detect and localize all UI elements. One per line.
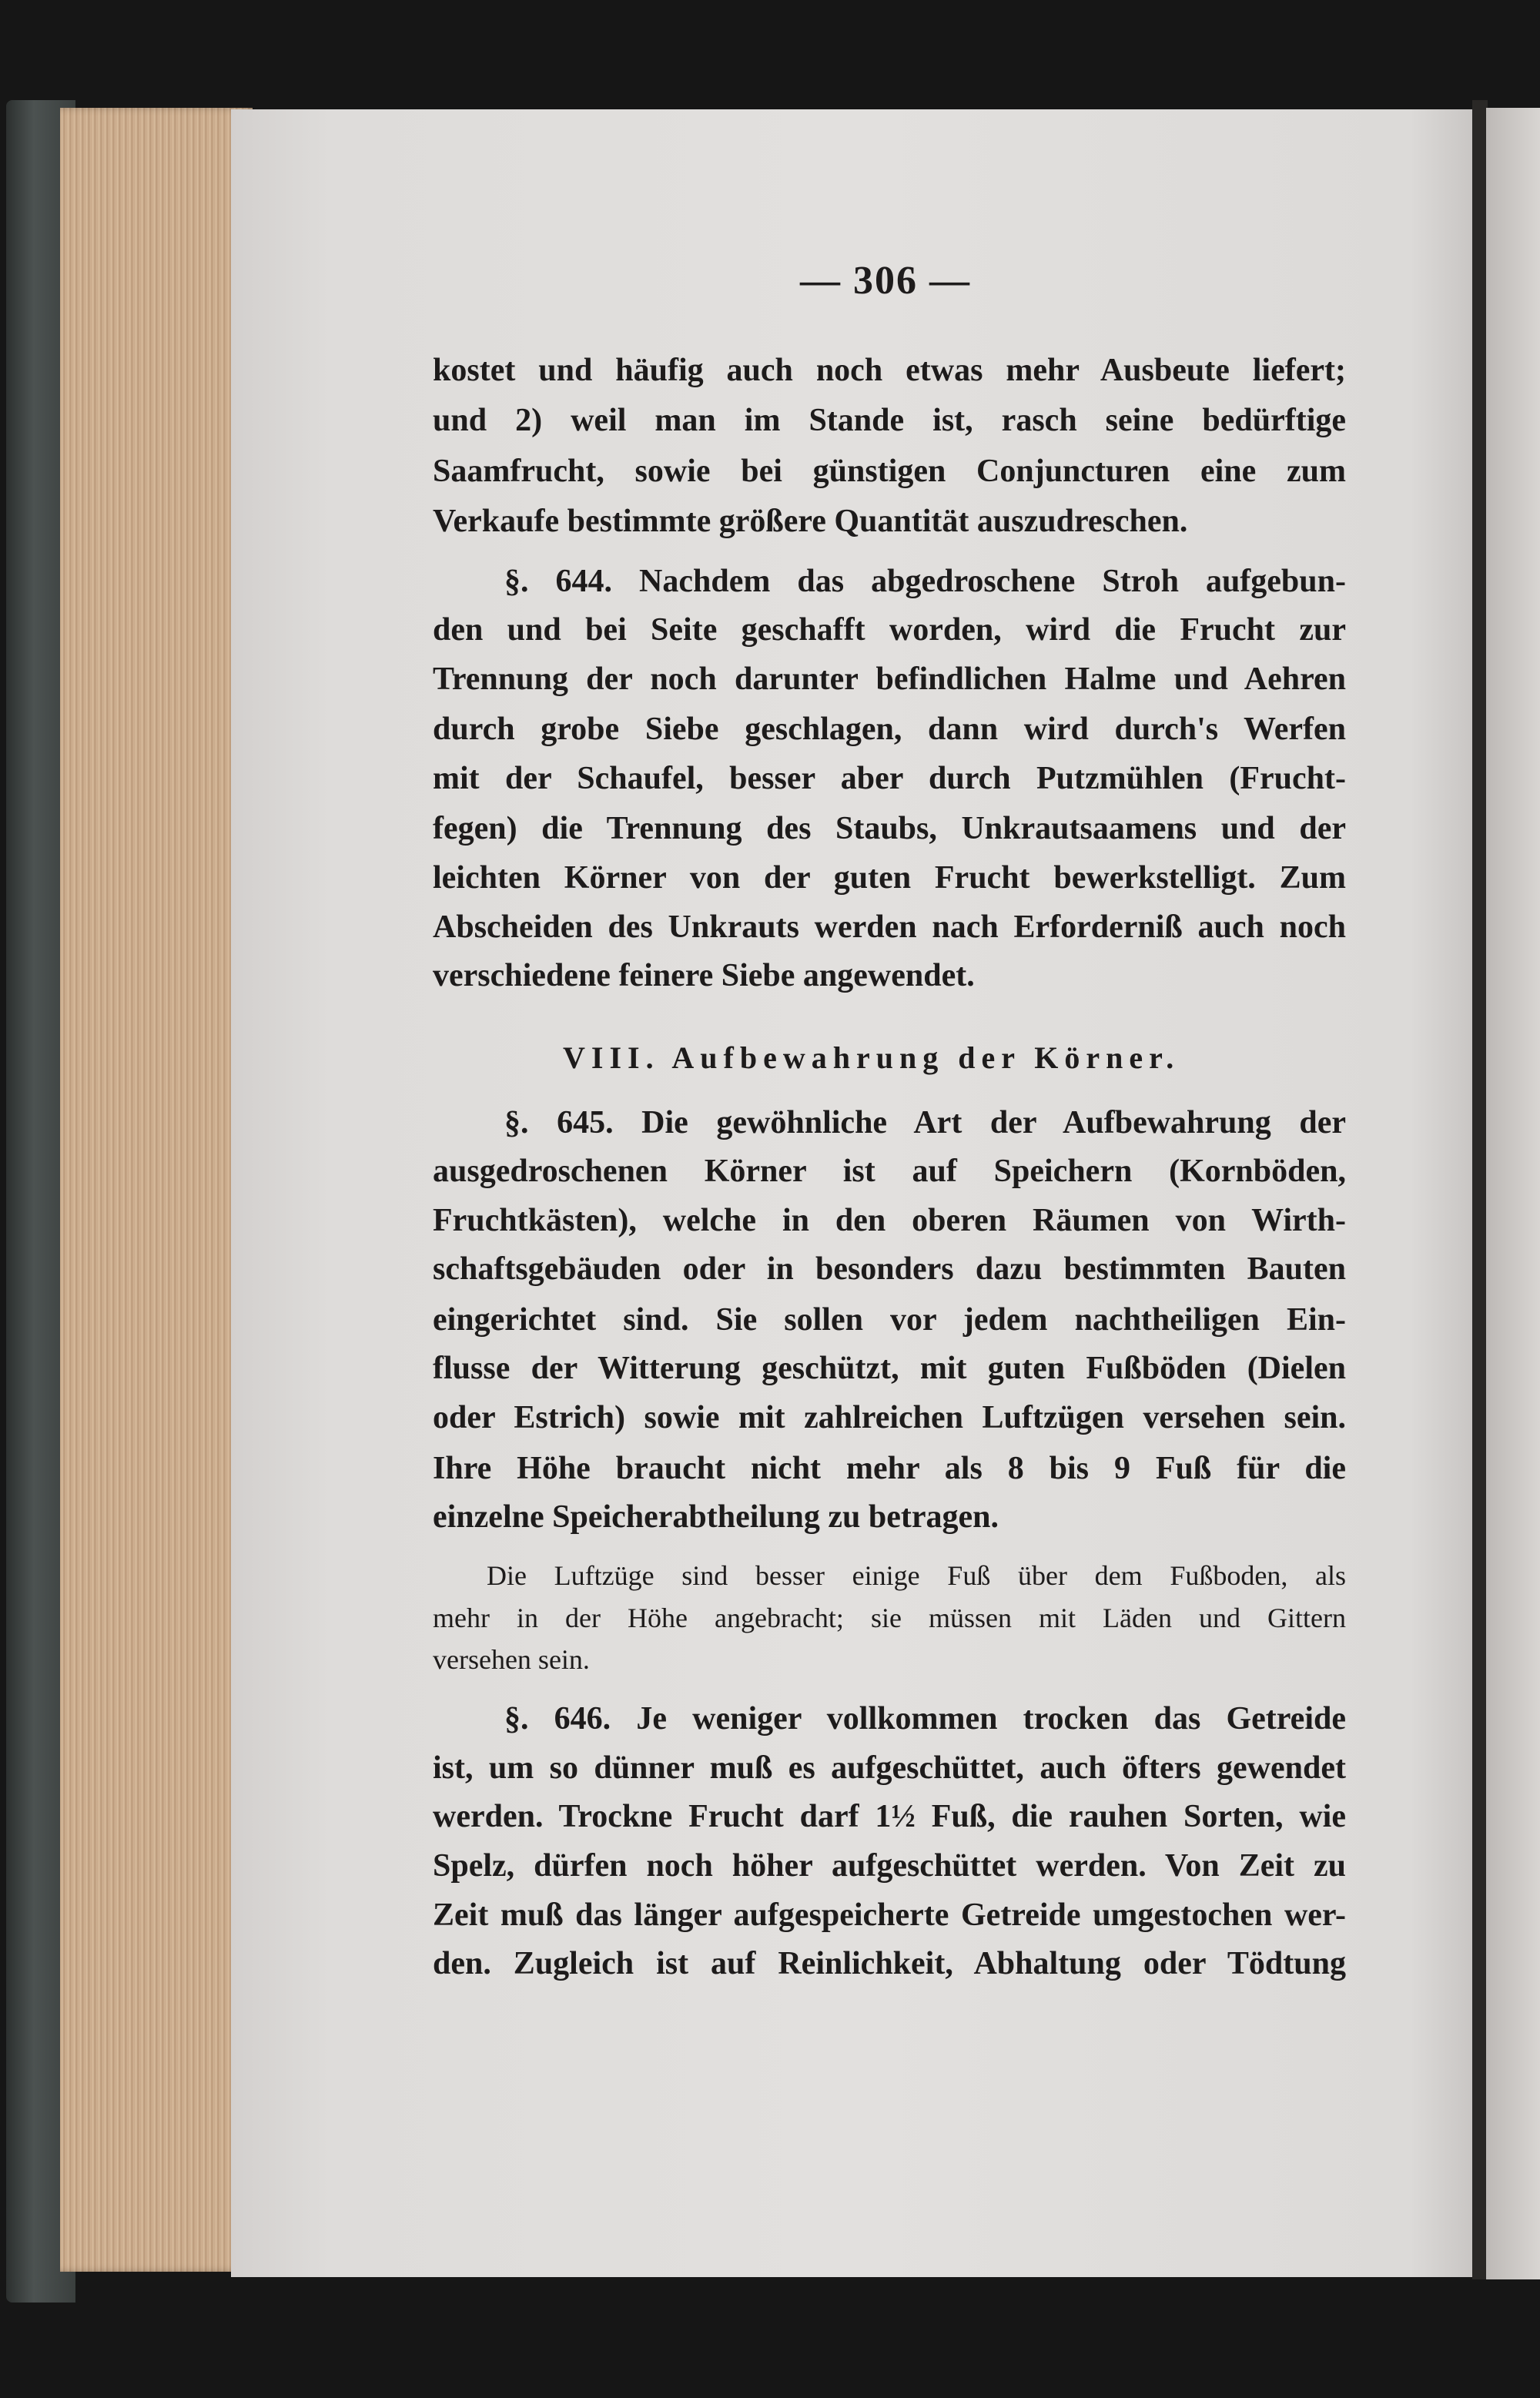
- gutter-shadow: [1472, 100, 1488, 2279]
- text-line: schaftsgebäuden oder in besonders dazu bestimmten Bauten: [433, 1251, 1346, 1287]
- page-edges: [60, 108, 253, 2272]
- text-line: verschiedene feinere Siebe angewendet.: [433, 958, 975, 993]
- text-line: Verkaufe bestimmte größere Quantität auszudreschen.: [433, 504, 1188, 539]
- next-page-edge: [1486, 108, 1540, 2279]
- text-line: eingerichtet sind. Sie sollen vor jedem nachtheiligen Ein-: [433, 1302, 1346, 1338]
- text-line: den. Zugleich ist auf Reinlichkeit, Abhaltung oder Tödtung: [433, 1946, 1346, 1981]
- text-line: und 2) weil man im Stande ist, rasch seine bedürftige: [433, 403, 1346, 438]
- note-line: versehen sein.: [433, 1644, 590, 1675]
- text-line: §. 646. Je weniger vollkommen trocken das Getreide: [504, 1701, 1346, 1737]
- text-line: ausgedroschenen Körner ist auf Speichern (Kornböden,: [433, 1154, 1346, 1189]
- text-line: den und bei Seite geschafft worden, wird die Frucht zur: [433, 612, 1346, 648]
- text-line: mit der Schaufel, besser aber durch Putzmühlen (Frucht-: [433, 761, 1346, 796]
- text-line: kostet und häufig auch noch etwas mehr Ausbeute liefert;: [433, 353, 1346, 388]
- text-line: Zeit muß das länger aufgespeicherte Getreide umgestochen wer-: [433, 1897, 1346, 1933]
- text-line: Ihre Höhe braucht nicht mehr als 8 bis 9 Fuß für die: [433, 1451, 1346, 1486]
- text-line: Fruchtkästen), welche in den oberen Räumen von Wirth-: [433, 1203, 1346, 1238]
- text-line: Trennung der noch darunter befindlichen Halme und Aehren: [433, 661, 1346, 697]
- text-line: durch grobe Siebe geschlagen, dann wird durch's Werfen: [433, 712, 1346, 747]
- text-line: fegen) die Trennung des Staubs, Unkrautsaamens und der: [433, 811, 1346, 846]
- text-line: flusse der Witterung geschützt, mit guten Fußböden (Dielen: [433, 1351, 1346, 1386]
- text-line: Spelz, dürfen noch höher aufgeschüttet werden. Von Zeit zu: [433, 1848, 1346, 1884]
- text-line: leichten Körner von der guten Frucht bewerkstelligt. Zum: [433, 860, 1346, 896]
- text-line: §. 645. Die gewöhnliche Art der Aufbewahrung der: [504, 1105, 1346, 1140]
- text-line: Saamfrucht, sowie bei günstigen Conjuncturen eine zum: [433, 454, 1346, 489]
- page-number: — 306 —: [800, 259, 971, 303]
- text-line: werden. Trockne Frucht darf 1½ Fuß, die rauhen Sorten, wie: [433, 1799, 1346, 1834]
- note-line: Die Luftzüge sind besser einige Fuß über dem Fußboden, als: [487, 1560, 1346, 1591]
- text-line: Abscheiden des Unkrauts werden nach Erforderniß auch noch: [433, 909, 1346, 945]
- note-line: mehr in der Höhe angebracht; sie müssen mit Läden und Gittern: [433, 1603, 1346, 1633]
- text-line: einzelne Speicherabtheilung zu betragen.: [433, 1499, 999, 1535]
- section-heading: VIII. Aufbewahrung der Körner.: [563, 1040, 1180, 1075]
- text-line: §. 644. Nachdem das abgedroschene Stroh aufgebun-: [504, 564, 1346, 599]
- text-line: ist, um so dünner muß es aufgeschüttet, auch öfters gewendet: [433, 1750, 1346, 1786]
- text-line: oder Estrich) sowie mit zahlreichen Luftzügen versehen sein.: [433, 1400, 1346, 1435]
